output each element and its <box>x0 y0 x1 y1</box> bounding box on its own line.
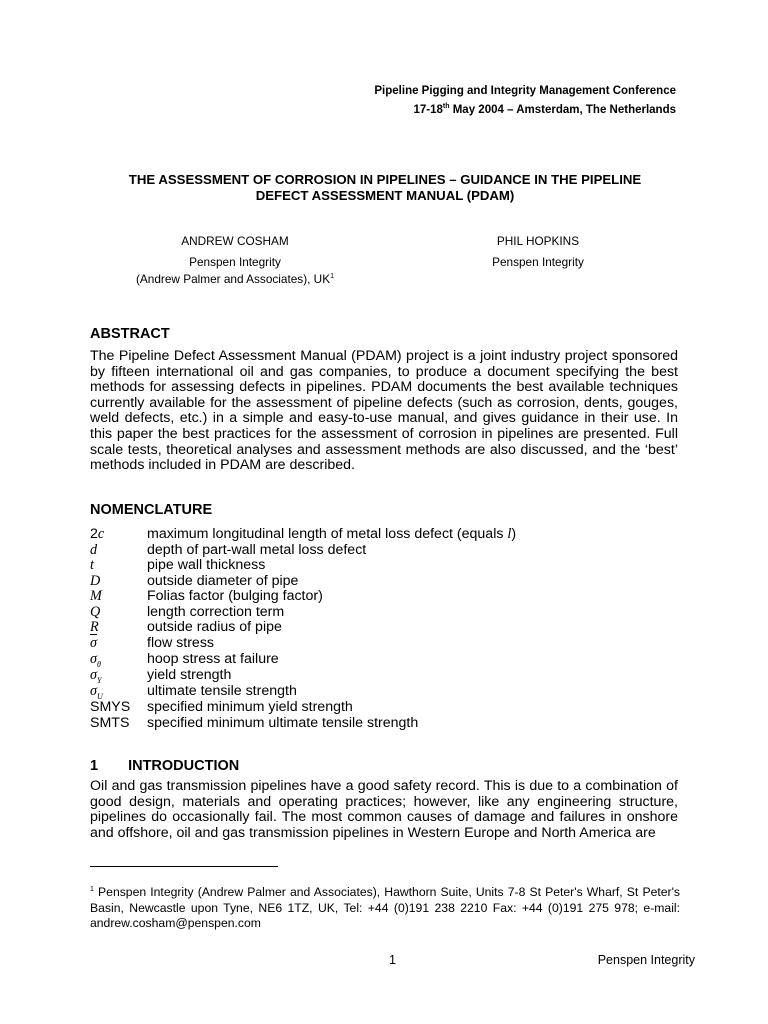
author-1-name: ANDREW COSHAM <box>181 234 289 248</box>
nomenclature-definition: pipe wall thickness <box>147 557 266 573</box>
nomenclature-definition: depth of part-wall metal loss defect <box>147 541 367 558</box>
author-1-affiliation-2: (Andrew Palmer and Associates), $UK^1$ <box>136 272 334 286</box>
nomenclature-definition: maximum longitudinal length of metal loss defect (equals l) <box>147 526 517 542</box>
conference-name: Pipeline Pigging and Integrity Management Conference <box>374 85 676 97</box>
nomenclature-symbol: t <box>90 557 94 573</box>
abstract-heading: ABSTRACT <box>90 326 170 342</box>
nomenclature-symbol: D <box>90 572 101 589</box>
nomenclature-symbol: $\sigma_\theta$ <box>90 651 101 669</box>
nomenclature-definition: hoop stress at failure <box>147 651 279 667</box>
nomenclature-definition: Folias factor (bulging factor) <box>147 588 323 604</box>
author-2-name: PHIL HOPKINS <box>496 234 580 248</box>
nomenclature-definition: flow stress <box>147 634 215 651</box>
footnote-separator <box>90 866 278 867</box>
nomenclature-symbol: $\sigma_U$ <box>90 683 103 701</box>
nomenclature-symbol: $\sigma_Y$ <box>90 667 102 685</box>
introduction-text: Oil and gas transmission pipelines have a good safety record. This is due to a combination of good design, materials and operating practices; however, like any engineering structure, pipelines do occasionally fail. The most common causes of damage and failures in onshore and offshore, oil and gas transmission pipelines in Western Europe and North America are <box>90 778 678 841</box>
paper-title-line-1: THE ASSESSMENT OF CORROSION IN PIPELINES – GUIDANCE IN THE PIPELINE <box>128 172 642 187</box>
nomenclature-symbol: SMTS <box>90 714 130 731</box>
author-2-affiliation: Penspen Integrity <box>492 255 584 269</box>
nomenclature-definition: outside diameter of pipe <box>147 572 299 589</box>
footnote: $^1$ Penspen Integrity (Andrew Palmer and Associates), Hawthorn Suite, Units 7-8 St Peter's Wharf, St Peter's Basin, Newcastle upon Tyne, NE6 1TZ, UK, Tel: +44 (0)191 238 2210 Fax: +44 (0)191 275 978; e-mail: andrew.cosham@penspen.com <box>90 885 680 930</box>
nomenclature-definition: outside radius of pipe <box>147 619 282 635</box>
section-title: INTRODUCTION <box>128 758 240 774</box>
section-number: 1 <box>90 758 99 774</box>
nomenclature-definition: specified minimum ultimate tensile strength <box>147 714 419 731</box>
author-1-affiliation: Penspen Integrity <box>189 255 281 269</box>
nomenclature-symbol: SMYS <box>90 699 131 715</box>
nomenclature-symbol: Q <box>90 603 101 620</box>
author-1 <box>110 233 360 288</box>
nomenclature-definition: specified minimum yield strength <box>147 699 353 715</box>
nomenclature-definition: length correction term <box>147 603 285 620</box>
paper-title-line-2: DEFECT ASSESSMENT MANUAL (PDAM) <box>255 188 515 203</box>
nomenclature-definition: yield strength <box>147 667 232 683</box>
nomenclature-symbol: d <box>90 541 98 558</box>
footer-company: Penspen Integrity <box>597 953 695 967</box>
author-2 <box>438 233 638 271</box>
nomenclature-symbol: $\overline{\sigma}$ <box>90 634 97 651</box>
paper-title <box>90 172 680 204</box>
conference-date: 17-18th May 2004 – Amsterdam, The Netherlands <box>413 103 676 116</box>
nomenclature-symbol: R <box>90 619 99 635</box>
introduction-heading <box>90 758 239 774</box>
nomenclature-heading: NOMENCLATURE <box>90 502 213 518</box>
nomenclature-definition: ultimate tensile strength <box>147 683 297 699</box>
nomenclature-symbol: M <box>90 588 102 604</box>
page-number: 1 <box>389 953 396 967</box>
abstract-text: The Pipeline Defect Assessment Manual (PDAM) project is a joint industry project sponsored by fifteen international oil and gas companies, to produce a document specifying the best methods for assessing defects in pipelines. PDAM documents the best available techniques currently available for the assessment of pipeline defects (such as corrosion, dents, gouges, weld defects, etc.) in a simple and easy-to-use manual, and gives guidance in their use. In this paper the best practices for the assessment of corrosion in pipelines are presented. Full scale tests, theoretical analyses and assessment methods are also discussed, and the ‘best’ methods included in PDAM are described. <box>90 348 678 474</box>
nomenclature-symbol: 2c <box>90 526 105 542</box>
